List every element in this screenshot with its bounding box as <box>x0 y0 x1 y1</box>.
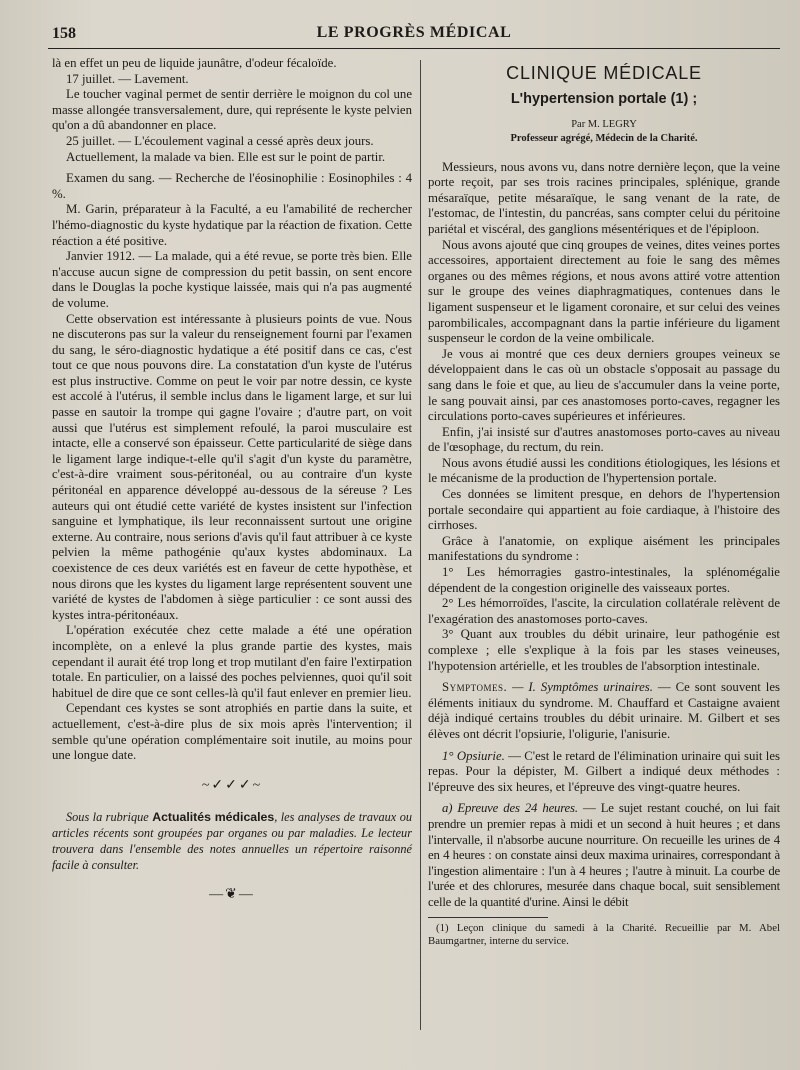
right-column <box>428 56 780 949</box>
paragraph: Je vous ai montré que ces deux derniers groupes veineux se développaient dans le cas où un obstacle s'opposait au passage du sang dans le foie et que, au lieu de s'accumuler dans la veine porte, le sang pouvait ainsi, par ces anastomoses porto-caves, regagner les circulations porto-caves supérieures et inférieures. <box>428 346 780 424</box>
page-header <box>48 20 780 49</box>
author-affiliation: Professeur agrégé, Médecin de la Charité. <box>510 132 698 144</box>
opsiurie-paragraph: 1° Opsiurie. — C'est le retard de l'élimination urinaire qui suit les repas. Pour la dépister, M. Gilbert a indiqué deux méthodes : l'épreuve des six heures, et l'épreuve des vingt-quatre heures. <box>428 748 780 794</box>
paragraph: 1° Les hémorragies gastro-intestinales, la splénomégalie dépendent de la congestion originelle des vaisseaux portes. <box>428 565 780 595</box>
paragraph: 17 juillet. — Lavement. <box>66 71 189 86</box>
paragraph: Messieurs, nous avons vu, dans notre dernière leçon, que la veine porte reçoit, par ses trois racines principales, splénique, grande mésaraïque, petite mésaraïque, le sang venant de la rate, de l'estomac, de l'intestin, du pancréas, sans compter celui du péritoine pariétal et viscéral, des ganglions mésentériques et de l'épiploon. <box>428 159 780 236</box>
left-column <box>52 56 412 919</box>
rubric-keyword: Actualités médicales <box>152 810 275 825</box>
section-title: CLINIQUE MÉDICALE <box>506 63 702 83</box>
paragraph: Ces données se limitent presque, en dehors de l'hypertension portale secondaire qui appartient au foie cardiaque, à l'histoire des cirrhoses. <box>428 487 780 533</box>
article-title: L'hypertension portale (1) ; <box>510 91 698 107</box>
paragraph: là en effet un peu de liquide jaunâtre, d'odeur fécaloïde. <box>52 56 337 70</box>
paragraph: Janvier 1912. — La malade, qui a été revue, se porte très bien. Elle n'accuse aucun signe de compression du petit bassin, on sent encore dans le Douglas la poche kystique laissée, mais qui n'a pas augmenté de volume. <box>52 249 412 310</box>
paragraph: Enfin, j'ai insisté sur d'autres anastomoses porto-caves au niveau de l'œsophage, du rectum, du rein. <box>428 424 780 455</box>
ornament-divider-bottom: —❦— <box>209 887 255 903</box>
page-number: 158 <box>52 25 76 42</box>
paragraph: 25 juillet. — L'écoulement vaginal a cessé après deux jours. <box>66 133 374 148</box>
symptomes-subtitle: — I. Symptômes urinaires. <box>512 680 653 695</box>
symptomes-label: Symptomes. <box>442 680 508 695</box>
rubric-note: Sous la rubrique Actualités médicales, les analyses de travaux ou articles récents sont groupées par organes ou par maladies. Le lecteur trouvera dans l'ensemble des notes annuelles un répertoire raisonné facile à consulter. <box>52 810 413 873</box>
journal-title: LE PROGRÈS MÉDICAL <box>316 24 512 41</box>
footnote-rule <box>428 917 548 918</box>
paragraph: Cependant ces kystes se sont atrophiés en partie dans la suite, et actuellement, c'est-à-dire plus de six mois après l'intervention; il semble qu'une opération complémentaire soit inutile, au moins pour une longue date. <box>52 701 412 763</box>
paragraph: Cette observation est intéressante à plusieurs points de vue. Nous ne discuterons pas sur la valeur du renseignement fourni par l'examen du sang, le séro-diagnostic hydatique a été positif dans ce cas, c'est tout ce que nous pouvons dire. La constatation d'un kyste de l'utérus est plus instructive. Comme on peut le voir par notre dessin, ce kyste est accolé à l'utérus, il semble inclus dans le ligament large, et sur lui passe en sautoir la trompe qui gagne l'ovaire ; d'autre part, on voit aussi que l'utérus est simplement refoulé, la paroi musculaire est intacte, elle a conservé son épaisseur. Cette particularité de siège dans le ligament large indique-t-elle qu'il s'agit d'un kyste du paramètre, c'est-à-dire vraiment sous-péritonéal, ou au contraire d'un kyste péritonéal en apparence développé au-dessous de la séreuse ? Les auteurs qui ont étudié cette variété de kystes insistent sur l'infection sanguine et lymphatique, ils leur reconnaissent surtout une origine externe. Au contraire, nous serions d'avis qu'il faut attribuer à ce kyste pelvien la même pathogénie qu'aux kystes abdominaux. La coexistence de ces deux variétés est en faveur de cette hypothèse, et nous dirons que les kystes du ligament large représentent souvent une variété de kystes de l'abdomen à siège particulier : ce sont aussi des kystes intra-péritonéaux. <box>52 311 412 622</box>
paragraph: 3° Quant aux troubles du débit urinaire, leur pathogénie est complexe ; elle s'explique à la fois par les stases veineuses, l'hypotension artérielle, et les troubles de l'absorption intestinale. <box>428 627 780 673</box>
paragraph: 2° Les hémorroïdes, l'ascite, la circulation collatérale relèvent de l'exagération des anastomoses porto-caves. <box>428 596 780 626</box>
ornament-divider: ~✓✓✓~ <box>201 777 263 793</box>
paragraph: M. Garin, préparateur à la Faculté, a eu l'amabilité de rechercher l'hémo-diagnostic du kyste hydatique par la réaction de fixation. Cette réaction a été positive. <box>52 202 412 248</box>
paragraph: L'opération exécutée chez cette malade a été une opération incomplète, on a enlevé la plus grande partie des kystes, mais cependant il aurait été trop long et trop mutilant d'en faire l'extirpation totale. En particulier, on a laissé des poches pelviennes, quoi qu'il soit habituel de dire que ce sont celles-là qu'il faut enlever en premier lieu. <box>52 623 412 700</box>
paragraph: Examen du sang. — Recherche de l'éosinophilie : Eosinophiles : 4 %. <box>52 171 412 201</box>
paragraph: Nous avons étudié aussi les conditions étiologiques, les lésions et le mécanisme de la production de l'hypertension portale. <box>428 455 780 486</box>
footnote: (1) Leçon clinique du samedi à la Charité. Recueillie par M. Abel Baumgartner, interne du service. <box>428 921 780 947</box>
opsiurie-label: 1° Opsiurie. <box>442 748 505 763</box>
paragraph: Nous avons ajouté que cinq groupes de veines, dites veines portes accessoires, apportaient directement au foie le sang des mêmes organes ou des mêmes régions, et nous avons attiré votre attention sur le groupe des veines diaphragmatiques, contenues dans le ligament suspenseur et le ligament coronaire, et sur celui des veines parombilicales, accompagnant dans la partie inférieure du ligament suspenseur le cordon de la veine ombilicale. <box>428 237 780 346</box>
column-divider <box>420 60 421 1030</box>
paragraph: Le toucher vaginal permet de sentir derrière le moignon du col une masse allongée transversalement, dure, qui représente le kyste pelvien qu'on a dû abandonner en place. <box>52 87 412 133</box>
byline: Par M. LEGRY <box>571 118 637 130</box>
epreuve-paragraph: a) Epreuve des 24 heures. — Le sujet restant couché, on lui fait prendre un premier repas à midi et un second à huit heures ; et dans l'intervalle, il n'absorbe aucune nourriture. On recueille les urines de 4 en 4 heures : on constate ainsi deux maxima urinaires, correspondant à l'ingestion alimentaire : l'un à 4 heures ; l'autre à minuit. La courbe de l'urée et des chlorures, mesurée dans chaque bocal, suit sensiblement celle de la quantité d'urine. Ainsi le débit <box>428 801 781 909</box>
paragraph: Grâce à l'anatomie, on explique aisément les principales manifestations du syndrome : <box>428 533 780 564</box>
epreuve-label: a) Epreuve des 24 heures. <box>442 801 578 816</box>
paragraph: Actuellement, la malade va bien. Elle est sur le point de partir. <box>66 149 386 164</box>
symptomes-paragraph: Symptomes. — I. Symptômes urinaires. — Ce sont souvent les éléments initiaux du syndrome. M. Chauffard et Castaigne avaient déjà indiqué certains troubles du débit urinaire. M. Gilbert et ses élèves ont décrit l'opsiurie, l'oligurie, l'anisurie. <box>428 680 780 741</box>
